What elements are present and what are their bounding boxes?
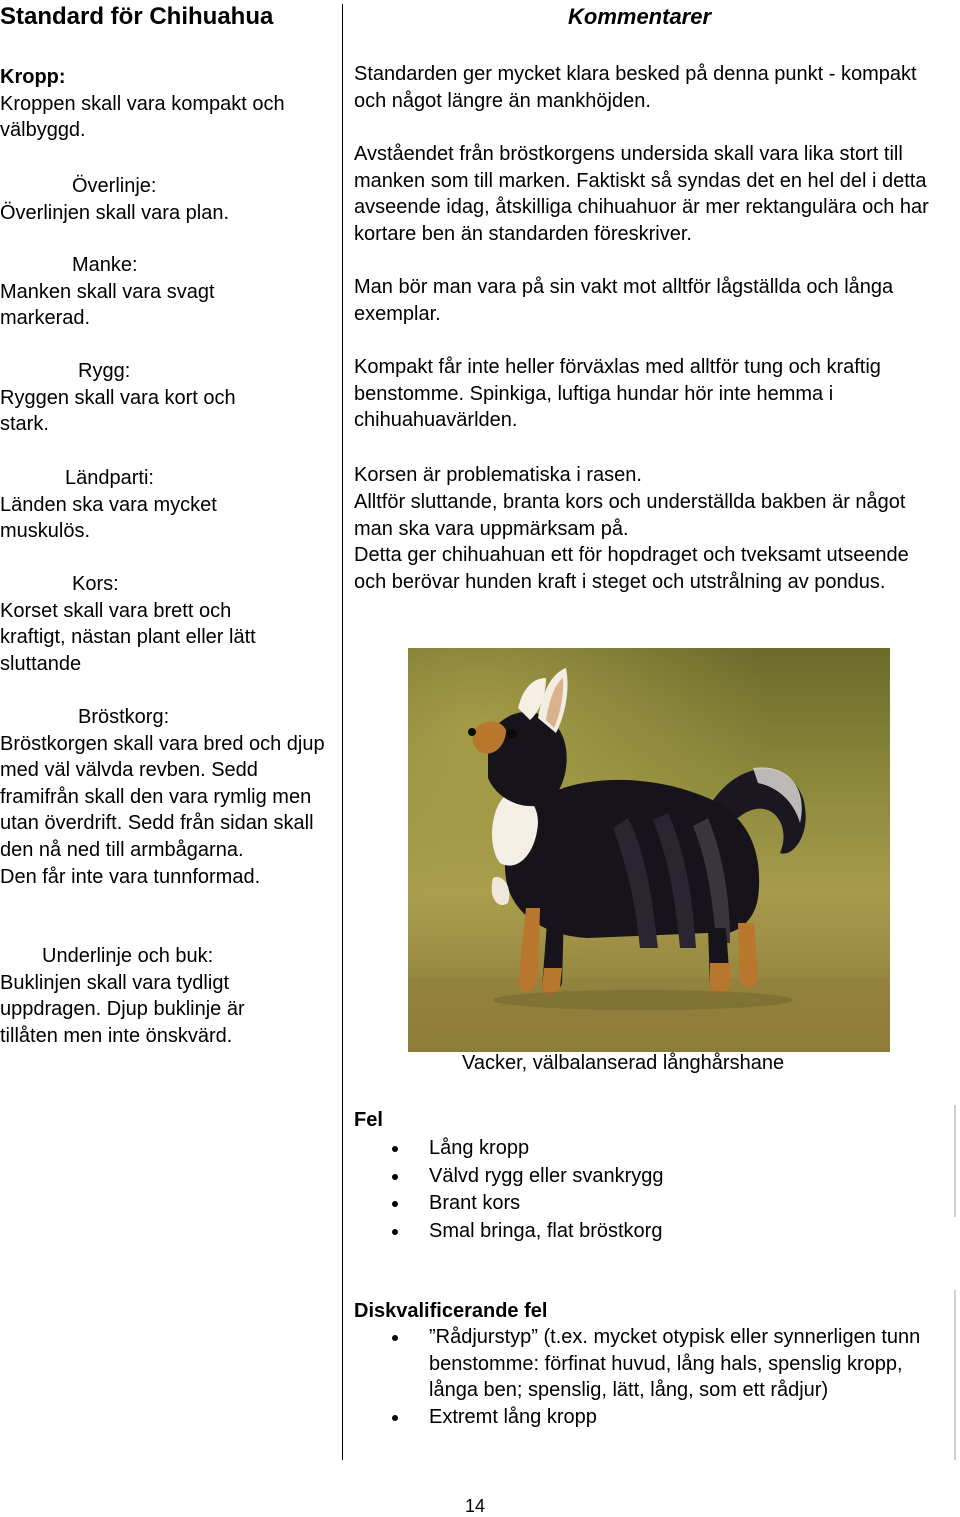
section-heading: Rygg: — [78, 360, 131, 382]
section-manke — [0, 252, 340, 332]
section-text: Kroppen skall vara kompakt och välbyggd. — [0, 92, 285, 142]
page-edge-mark — [954, 1105, 956, 1217]
section-text: Ryggen skall vara kort och stark. — [0, 386, 236, 436]
disqualifying-list — [354, 1324, 944, 1430]
section-text: Bröstkorgen skall vara bred och djup med väl välvda revben. Sedd framifrån skall den vara rymlig men utan överdrift. Sedd från sidan skall den nå ned till armbågarna. — [0, 732, 325, 861]
list-item: Välvd rygg eller svankrygg — [354, 1163, 944, 1191]
section-underlinje — [0, 943, 340, 1049]
chihuahua-illustration — [408, 648, 890, 1052]
bullet-icon — [392, 1146, 398, 1152]
list-item: Extremt lång kropp — [354, 1404, 944, 1431]
comment-kors-2: Alltför sluttande, branta kors och underställda bakben är något man ska vara uppmärksam på. — [354, 491, 906, 540]
section-heading: Underlinje och buk: — [42, 945, 214, 967]
page-number: 14 — [465, 1496, 486, 1516]
bullet-icon — [392, 1201, 398, 1207]
section-heading: Ländparti: — [65, 467, 154, 489]
section-text: Länden ska vara mycket muskulös. — [0, 493, 217, 543]
comment-bone: Kompakt får inte heller förväxlas med alltför tung och kraftig benstomme. Spinkiga, luftiga hundar hör inte hemma i chihuahuavärlden. — [354, 356, 881, 432]
comment-proportions-2: Man bör man vara på sin vakt mot alltför lågställda och långa exemplar. — [354, 276, 894, 325]
section-heading: Överlinje: — [72, 175, 157, 197]
section-heading: Kors: — [72, 573, 119, 595]
bullet-icon — [392, 1229, 398, 1235]
section-text: Korset skall vara brett och kraftigt, nästan plant eller lätt sluttande — [0, 599, 256, 675]
section-rygg — [0, 358, 340, 438]
page-title: Standard för Chihuahua — [0, 3, 274, 30]
column-divider — [342, 4, 343, 1460]
list-item: ”Rådjurstyp” (t.ex. mycket otypisk eller synnerligen tunn benstomme: förfinat huvud, lång hals, spenslig kropp, långa ben; spenslig, lätt, lång, som ett rådjur) — [354, 1324, 944, 1404]
photo-caption: Vacker, välbalanserad långhårshane — [462, 1052, 785, 1074]
section-heading: Manke: — [72, 254, 138, 276]
section-heading: Bröstkorg: — [78, 706, 170, 728]
section-text: Överlinjen skall vara plan. — [0, 201, 229, 224]
section-brostkorg — [0, 704, 340, 890]
bullet-icon — [392, 1415, 398, 1421]
section-overlinje — [0, 173, 340, 226]
bullet-icon — [392, 1174, 398, 1180]
comment-proportions: Avståendet från bröstkorgens undersida skall vara lika stort till manken som till marken. Faktiskt så syndas det en hel del i detta avseende idag, åtskilliga chihuahuor är mer rektangulära och har kortare ben än standarden föreskriver. — [354, 143, 929, 245]
section-text-2: Den får inte vara tunnformad. — [0, 865, 261, 888]
faults-heading: Fel — [354, 1109, 383, 1131]
section-kors — [0, 571, 340, 677]
list-item: Brant kors — [354, 1190, 944, 1218]
bullet-icon — [392, 1335, 398, 1341]
faults-list — [354, 1135, 944, 1245]
list-item: Lång kropp — [354, 1135, 944, 1163]
section-landparti — [0, 465, 340, 545]
page-edge-mark — [954, 1290, 956, 1460]
dog-photo — [408, 648, 890, 1052]
list-item: Smal bringa, flat bröstkorg — [354, 1218, 944, 1246]
section-kropp — [0, 64, 340, 144]
section-heading: Kropp: — [0, 66, 66, 88]
section-text: Manken skall vara svagt markerad. — [0, 280, 215, 330]
faults-section — [354, 1107, 944, 1245]
comment-kors-3: Detta ger chihuahuan ett för hopdraget och tveksamt utseende och berövar hunden kraft i steget och utstrålning av pondus. — [354, 544, 909, 593]
comments-heading: Kommentarer — [568, 4, 712, 29]
comment-kropp: Standarden ger mycket klara besked på denna punkt - kompakt och något längre än mankhöjden. — [354, 63, 917, 112]
section-text: Buklinjen skall vara tydligt uppdragen. Djup buklinje är tillåten men inte önskvärd. — [0, 971, 245, 1047]
comment-kors-1: Korsen är problematiska i rasen. — [354, 464, 642, 486]
disqualifying-section — [354, 1298, 944, 1430]
disqualifying-heading: Diskvalificerande fel — [354, 1300, 548, 1322]
